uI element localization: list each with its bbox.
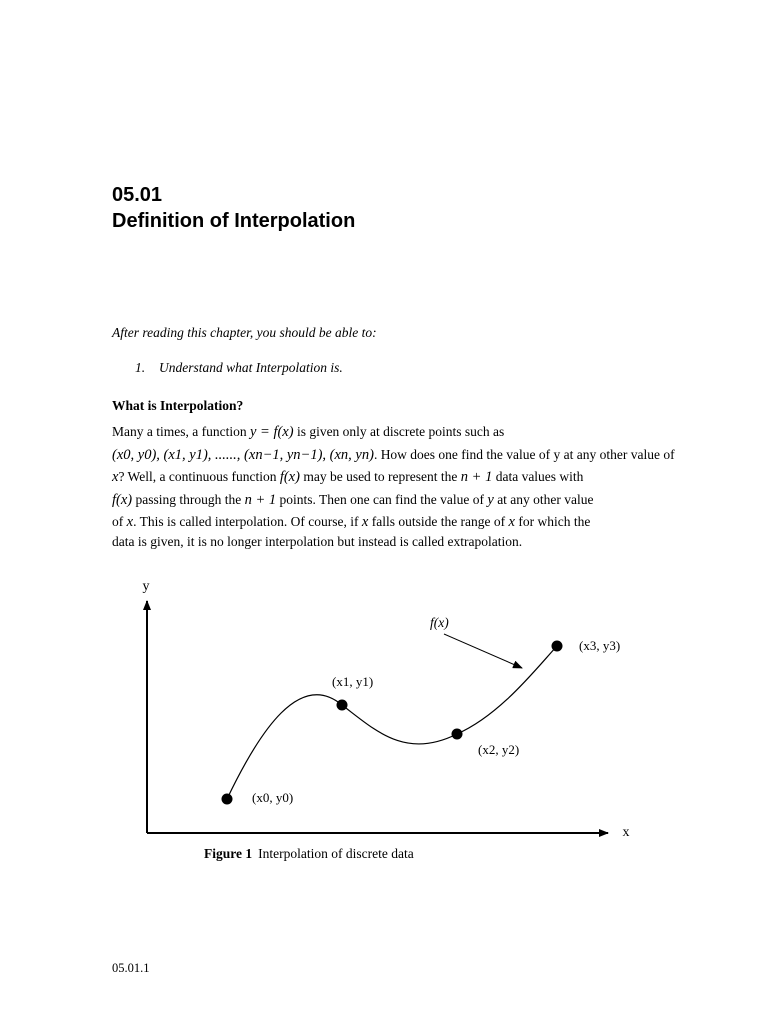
math-var: x (361, 514, 369, 530)
math-points: (x0, y0), (x1, y1), ......, (xn−1, yn−1), (xn, yn) (112, 446, 374, 463)
para-text: ? Well, a continuous function (118, 469, 277, 484)
chapter-title: Definition of Interpolation (112, 210, 356, 232)
para-text: is given only at discrete points such as (296, 424, 505, 439)
para-text: at any other value (497, 491, 594, 507)
para-text: points. Then one can find the value of (279, 491, 484, 507)
page-number: 05.01.1 (112, 961, 150, 975)
objective-number: 1. (135, 360, 146, 375)
point-label-0: (x0, y0) (252, 790, 294, 805)
para-text: passing through the (135, 491, 242, 507)
para-line-6: data is given, it is no longer interpolation but instead is called extrapolation. (112, 533, 523, 549)
figure-caption-text: Interpolation of discrete data (258, 846, 414, 861)
curve-label-arrow (444, 634, 522, 668)
data-point-1 (337, 700, 348, 711)
math-function: f(x) (279, 469, 300, 485)
objective-text: Understand what Interpolation is. (159, 360, 343, 375)
math-function: y = f(x) (249, 424, 294, 440)
para-text: . How does one find the value of y at any other value of (373, 446, 675, 462)
point-label-2: (x2, y2) (478, 742, 520, 757)
para-text: of (112, 514, 124, 529)
intro-text: After reading this chapter, you should be able to: (112, 325, 377, 340)
para-text: . This is called interpolation. Of course, if (133, 514, 359, 529)
para-text: may be used to represent the (303, 469, 458, 484)
para-text: Many a times, a function (112, 424, 247, 439)
curve-label: f(x) (430, 615, 449, 630)
math-var: x (112, 469, 119, 485)
math-expr: n + 1 (460, 469, 493, 485)
math-var: y (487, 491, 494, 508)
data-point-0 (222, 794, 233, 805)
math-var: x (126, 514, 134, 530)
interpolation-curve (227, 646, 557, 799)
para-text: data values with (495, 469, 584, 484)
figure-caption-label: Figure 1 (204, 846, 253, 861)
math-expr: n + 1 (244, 491, 277, 508)
data-point-2 (452, 729, 463, 740)
section-heading: What is Interpolation? (112, 398, 244, 413)
math-function: f(x) (112, 491, 133, 508)
data-point-3 (552, 641, 563, 652)
para-text: falls outside the range of (371, 514, 506, 529)
point-label-1: (x1, y1) (332, 674, 374, 689)
chapter-number: 05.01 (112, 184, 163, 206)
x-axis-label: x (622, 825, 630, 840)
point-label-3: (x3, y3) (579, 638, 621, 653)
y-axis-label: y (142, 579, 150, 594)
figure-caption (204, 846, 414, 862)
para-text: for which the (518, 514, 591, 529)
math-var: x (508, 514, 515, 530)
